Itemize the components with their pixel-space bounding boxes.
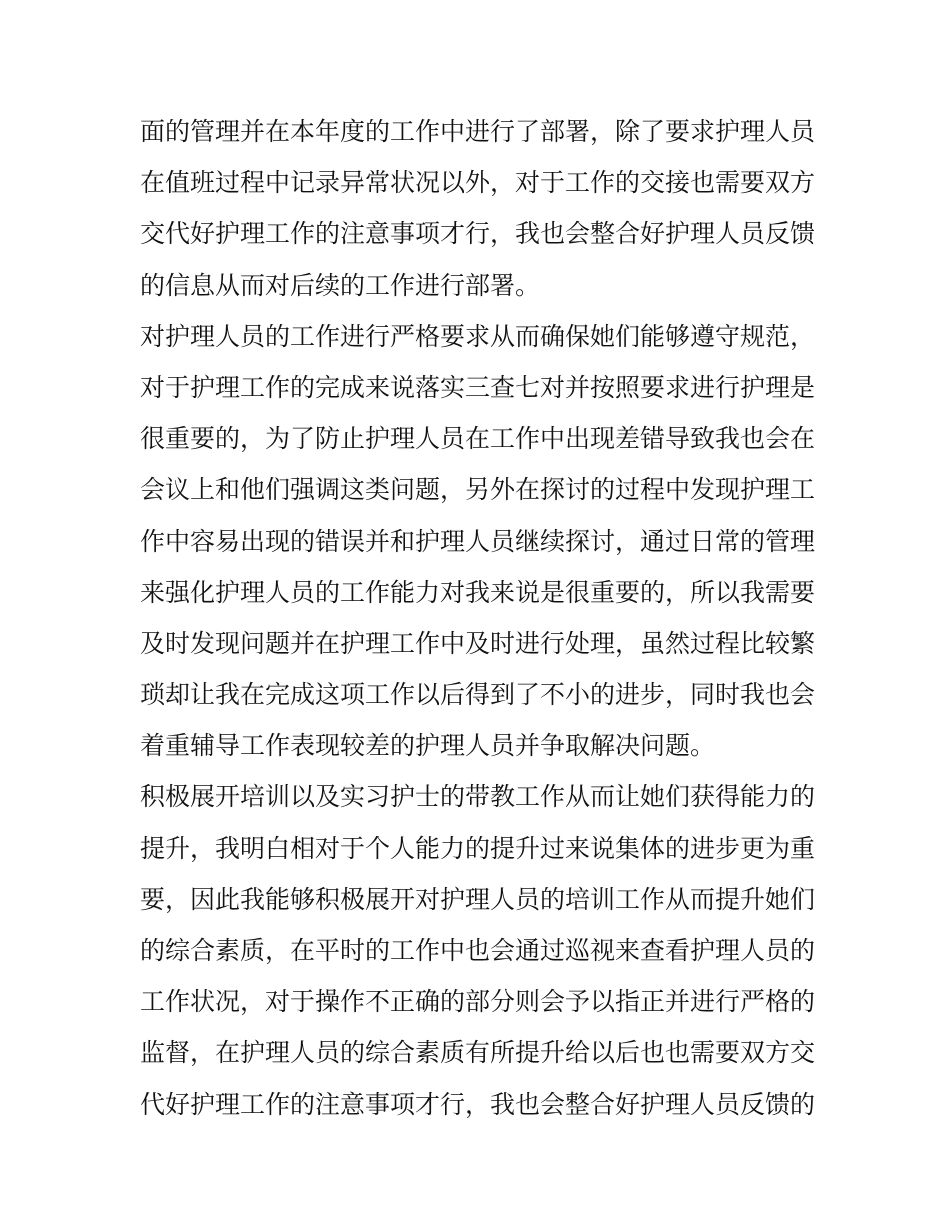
text-line: 及时发现问题并在护理工作中及时进行处理，虽然过程比较繁 <box>140 628 816 658</box>
text-line: 交代好护理工作的注意事项才行，我也会整合好护理人员反馈 <box>140 219 816 249</box>
text-line: 提升，我明白相对于个人能力的提升过来说集体的进步更为重 <box>140 833 816 863</box>
text-line: 对护理人员的工作进行严格要求从而确保她们能够遵守规范， <box>140 321 816 351</box>
text-line: 会议上和他们强调这类问题，另外在探讨的过程中发现护理工 <box>140 475 816 505</box>
text-line: 着重辅导工作表现较差的护理人员并争取解决问题。 <box>140 731 716 761</box>
text-line: 的综合素质，在平时的工作中也会通过巡视来查看护理人员的 <box>140 936 816 965</box>
text-line: 来强化护理人员的工作能力对我来说是很重要的，所以我需要 <box>140 577 816 607</box>
text-line: 在值班过程中记录异常状况以外，对于工作的交接也需要双方 <box>140 168 816 198</box>
text-line: 工作状况，对于操作不正确的部分则会予以指正并进行严格的 <box>140 987 816 1017</box>
text-line: 的信息从而对后续的工作进行部署。 <box>140 270 541 300</box>
text-line: 要，因此我能够积极展开对护理人员的培训工作从而提升她们 <box>140 884 816 914</box>
text-line: 面的管理并在本年度的工作中进行了部署，除了要求护理人员 <box>140 117 816 146</box>
text-line: 代好护理工作的注意事项才行，我也会整合好护理人员反馈的 <box>140 1089 816 1119</box>
text-line: 琐却让我在完成这项工作以后得到了不小的进步，同时我也会 <box>140 680 816 710</box>
text-line: 作中容易出现的错误并和护理人员继续探讨，通过日常的管理 <box>140 526 816 556</box>
text-line: 对于护理工作的完成来说落实三查七对并按照要求进行护理是 <box>140 372 816 402</box>
text-line: 监督，在护理人员的综合素质有所提升给以后也也需要双方交 <box>140 1038 816 1068</box>
text-line: 很重要的，为了防止护理人员在工作中出现差错导致我也会在 <box>140 424 816 454</box>
document-body <box>140 106 820 1130</box>
text-line: 积极展开培训以及实习护士的带教工作从而让她们获得能力的 <box>140 782 816 812</box>
